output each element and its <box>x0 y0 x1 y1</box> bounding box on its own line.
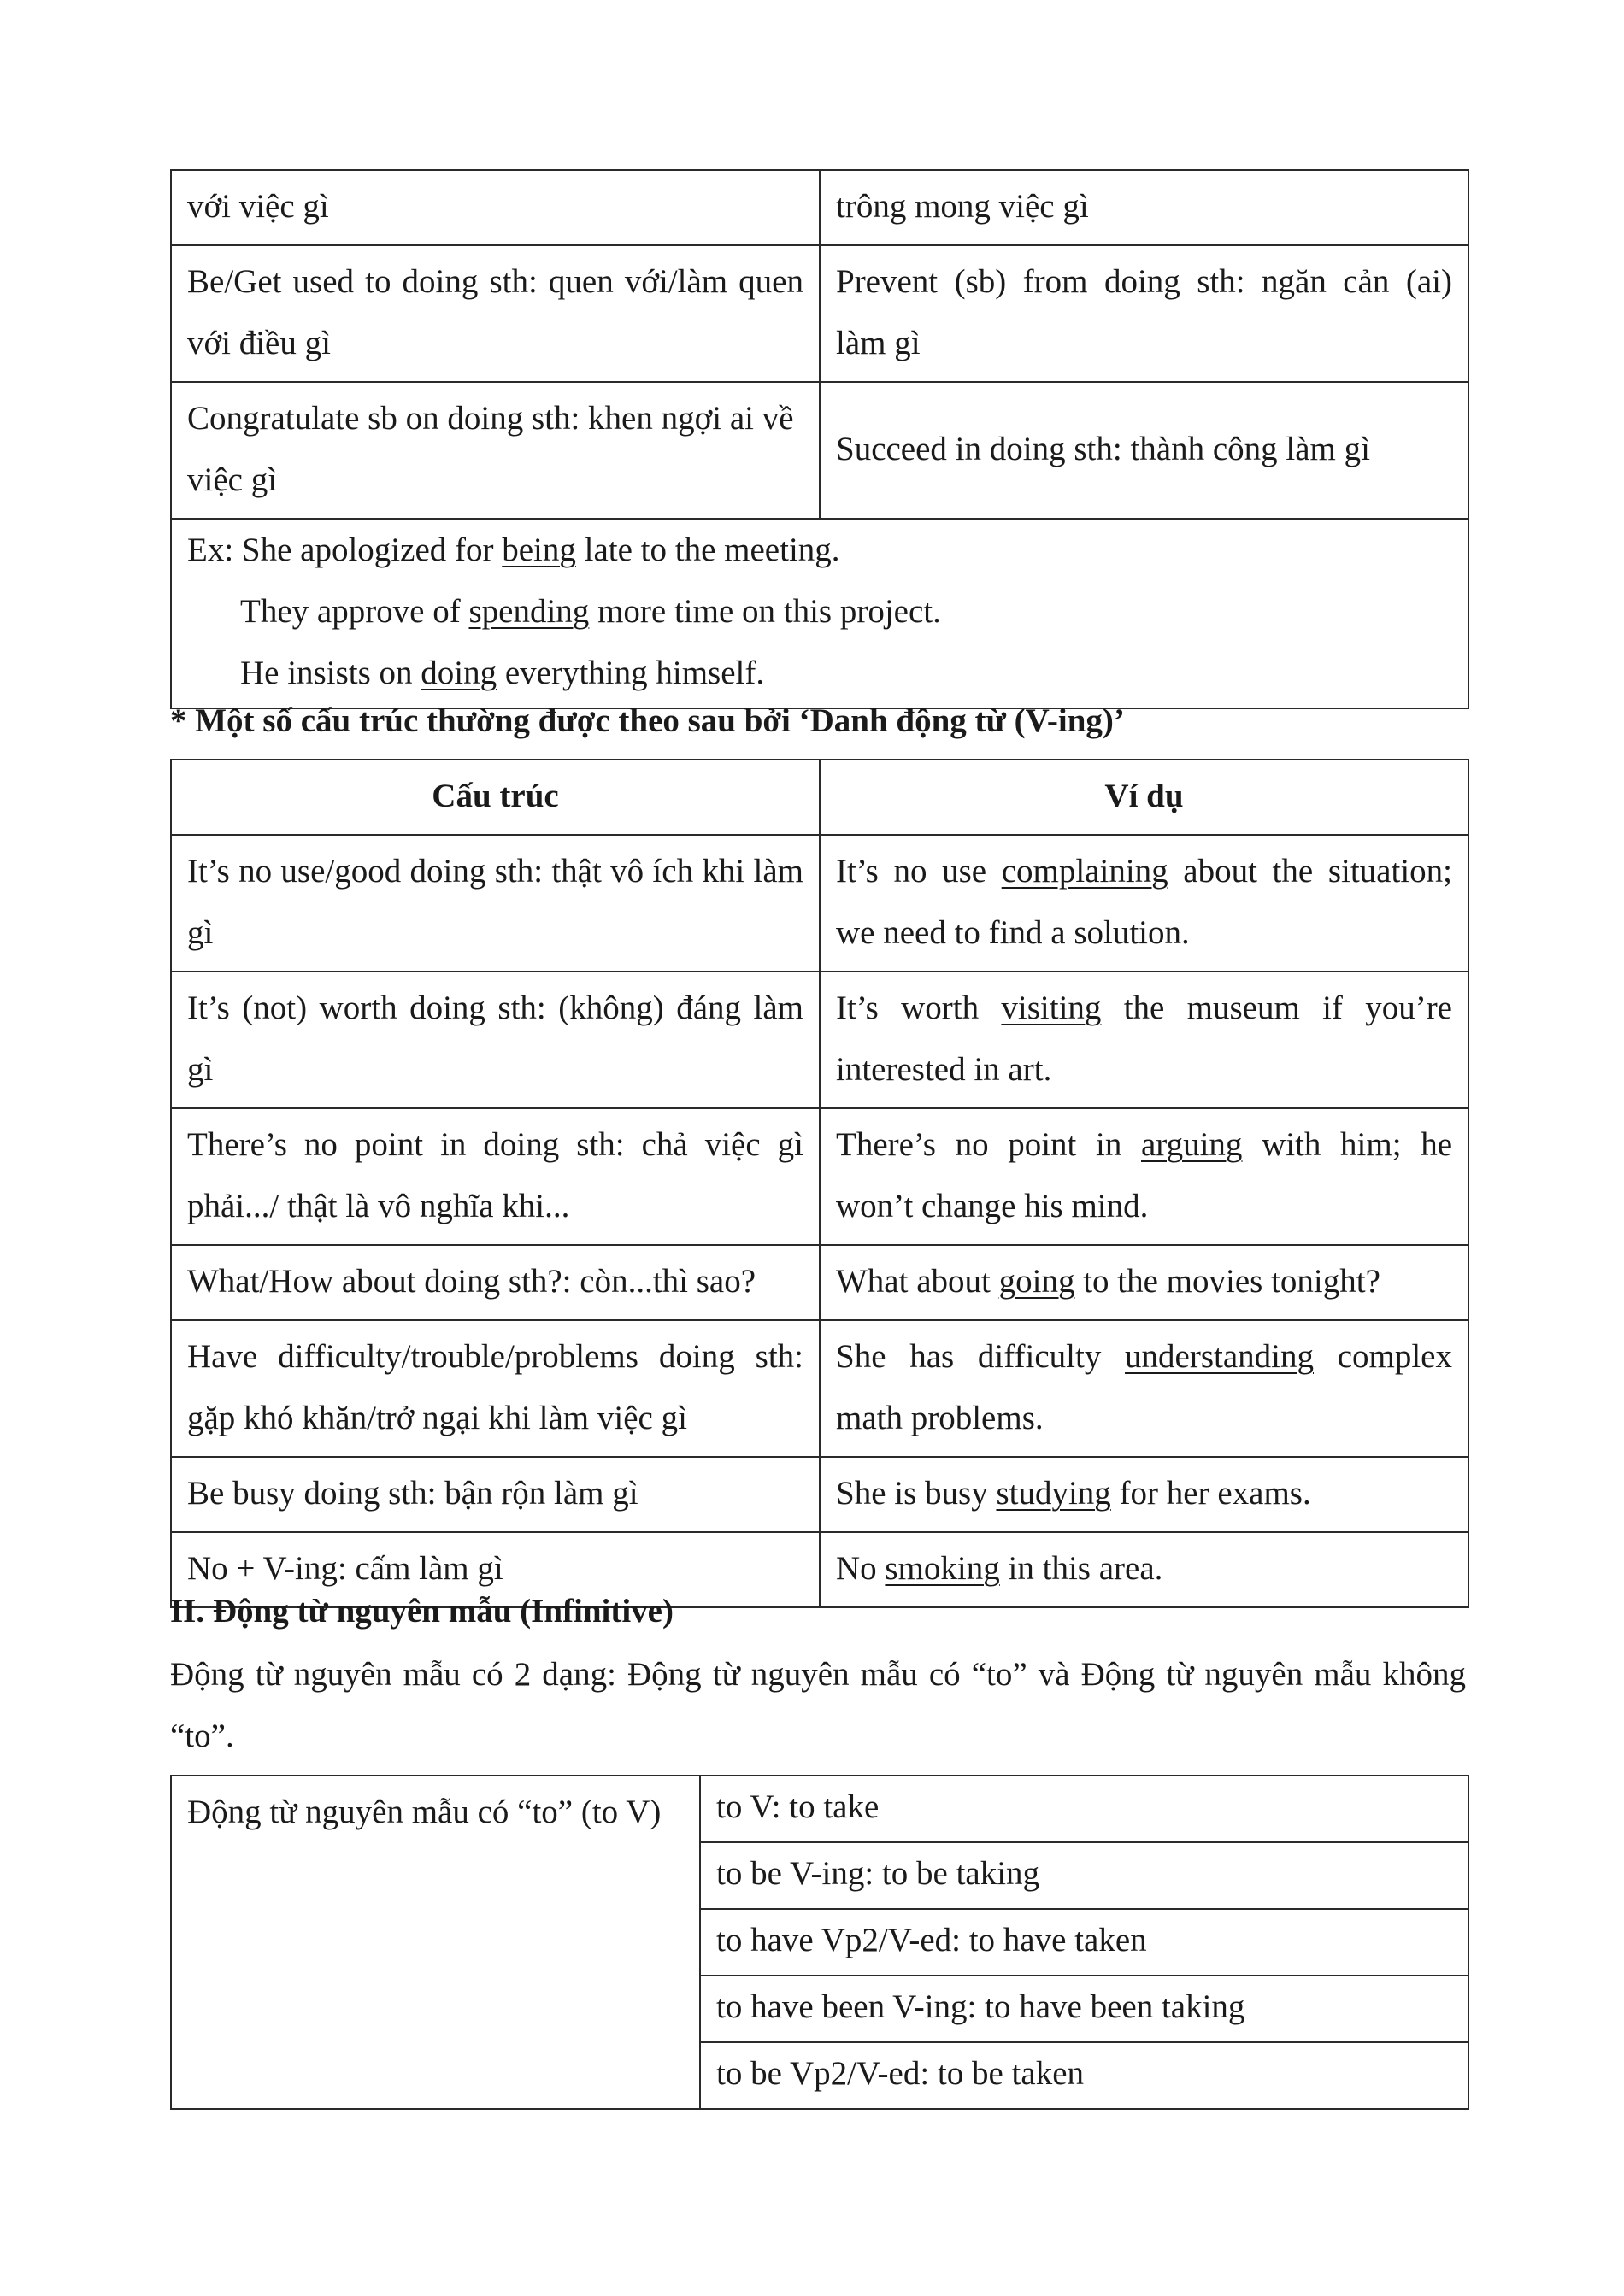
example-text: There’s no point in <box>836 1126 1141 1163</box>
example-text: She is busy <box>836 1475 997 1512</box>
infinitive-form-cell: to have been V-ing: to have been taking <box>700 1976 1468 2042</box>
structure-cell: với việc gì <box>171 170 820 245</box>
example-text: He insists on <box>240 655 421 691</box>
column-header-structure: Cấu trúc <box>171 760 820 835</box>
structure-cell: What/How about doing sth?: còn...thì sao? <box>171 1245 820 1320</box>
underlined-gerund: studying <box>996 1475 1111 1512</box>
infinitive-form-cell: to V: to take <box>700 1776 1468 1842</box>
structure-cell: Have difficulty/trouble/problems doing sth: gặp khó khăn/trở ngại khi làm việc gì <box>171 1320 820 1457</box>
structure-cell: Prevent (sb) from doing sth: ngăn cản (ai) làm gì <box>820 245 1468 382</box>
example-text: for her exams. <box>1110 1475 1311 1512</box>
underlined-gerund: arguing <box>1141 1126 1243 1163</box>
example-text: about the situation; we need to find a solution. <box>836 853 1452 951</box>
table-row <box>171 1776 1468 1842</box>
example-line <box>187 581 1452 643</box>
example-cell <box>820 1320 1468 1457</box>
example-cell <box>171 519 1468 708</box>
example-text: complex math problems. <box>836 1338 1452 1436</box>
table-row <box>171 382 1468 519</box>
example-line <box>187 520 1452 581</box>
example-cell <box>820 1457 1468 1532</box>
infinitive-form-cell: to be Vp2/V-ed: to be taken <box>700 2042 1468 2109</box>
table-row <box>171 1108 1468 1245</box>
example-text: everything himself. <box>497 655 765 691</box>
example-text: It’s no use <box>836 853 1002 890</box>
section-heading-infinitive: II. Động từ nguyên mẫu (Infinitive) <box>170 1593 674 1630</box>
structure-cell: Be/Get used to doing sth: quen với/làm quen với điều gì <box>171 245 820 382</box>
underlined-gerund: going <box>998 1263 1075 1300</box>
table-row <box>171 170 1468 245</box>
column-header-example: Ví dụ <box>820 760 1468 835</box>
gerund-preposition-table <box>170 169 1469 709</box>
example-cell <box>820 1108 1468 1245</box>
table-row <box>171 1245 1468 1320</box>
structure-cell: Be busy doing sth: bận rộn làm gì <box>171 1457 820 1532</box>
table-row <box>171 1457 1468 1532</box>
section-heading-vin: * Một số cấu trúc thường được theo sau bởi ‘Danh động từ (V-ing)’ <box>170 702 1125 739</box>
example-text: with him; he won’t change his mind. <box>836 1126 1452 1224</box>
example-row <box>171 519 1468 708</box>
table-header-row <box>171 760 1468 835</box>
example-cell <box>820 835 1468 972</box>
infinitive-form-cell: to have Vp2/V-ed: to have taken <box>700 1909 1468 1976</box>
example-cell <box>820 1532 1468 1607</box>
structure-cell: It’s no use/good doing sth: thật vô ích khi làm gì <box>171 835 820 972</box>
structure-cell: It’s (not) worth doing sth: (không) đáng làm gì <box>171 972 820 1108</box>
infinitive-form-cell: to be V-ing: to be taking <box>700 1842 1468 1909</box>
example-text: She has difficulty <box>836 1338 1126 1375</box>
table-row <box>171 972 1468 1108</box>
table-row <box>171 245 1468 382</box>
underlined-gerund: smoking <box>885 1550 1000 1587</box>
underlined-gerund: doing <box>421 655 497 691</box>
underlined-gerund: understanding <box>1125 1338 1314 1375</box>
structure-cell: Congratulate sb on doing sth: khen ngợi ai về việc gì <box>171 382 820 519</box>
example-text: late to the meeting. <box>575 531 840 568</box>
example-text: It’s worth <box>836 989 1002 1026</box>
example-text: to the movies tonight? <box>1074 1263 1380 1300</box>
example-text: the museum if you’re interested in art. <box>836 989 1452 1088</box>
gerund-structures-table <box>170 759 1469 1608</box>
example-text: No <box>836 1550 886 1587</box>
underlined-gerund: being <box>502 531 576 568</box>
underlined-gerund: complaining <box>1001 853 1168 890</box>
underlined-gerund: visiting <box>1001 989 1102 1026</box>
structure-cell: There’s no point in doing sth: chả việc gì phải.../ thật là vô nghĩa khi... <box>171 1108 820 1245</box>
underlined-gerund: spending <box>468 593 590 630</box>
structure-cell: Succeed in doing sth: thành công làm gì <box>820 382 1468 519</box>
example-text: They approve of <box>240 593 469 630</box>
table-row <box>171 835 1468 972</box>
example-text: Ex: She apologized for <box>187 531 503 568</box>
example-text: in this area. <box>999 1550 1163 1587</box>
example-cell <box>820 972 1468 1108</box>
structure-cell: trông mong việc gì <box>820 170 1468 245</box>
structure-cell: No + V-ing: cấm làm gì <box>171 1532 820 1607</box>
to-infinitive-forms-table <box>170 1775 1469 2110</box>
example-text: What about <box>836 1263 999 1300</box>
table-row <box>171 1320 1468 1457</box>
infinitive-intro-paragraph: Động từ nguyên mẫu có 2 dạng: Động từ nguyên mẫu có “to” và Động từ nguyên mẫu không “to”. <box>170 1656 1466 1754</box>
example-cell <box>820 1245 1468 1320</box>
example-text: more time on this project. <box>589 593 941 630</box>
infinitive-type-cell: Động từ nguyên mẫu có “to” (to V) <box>171 1776 700 2109</box>
